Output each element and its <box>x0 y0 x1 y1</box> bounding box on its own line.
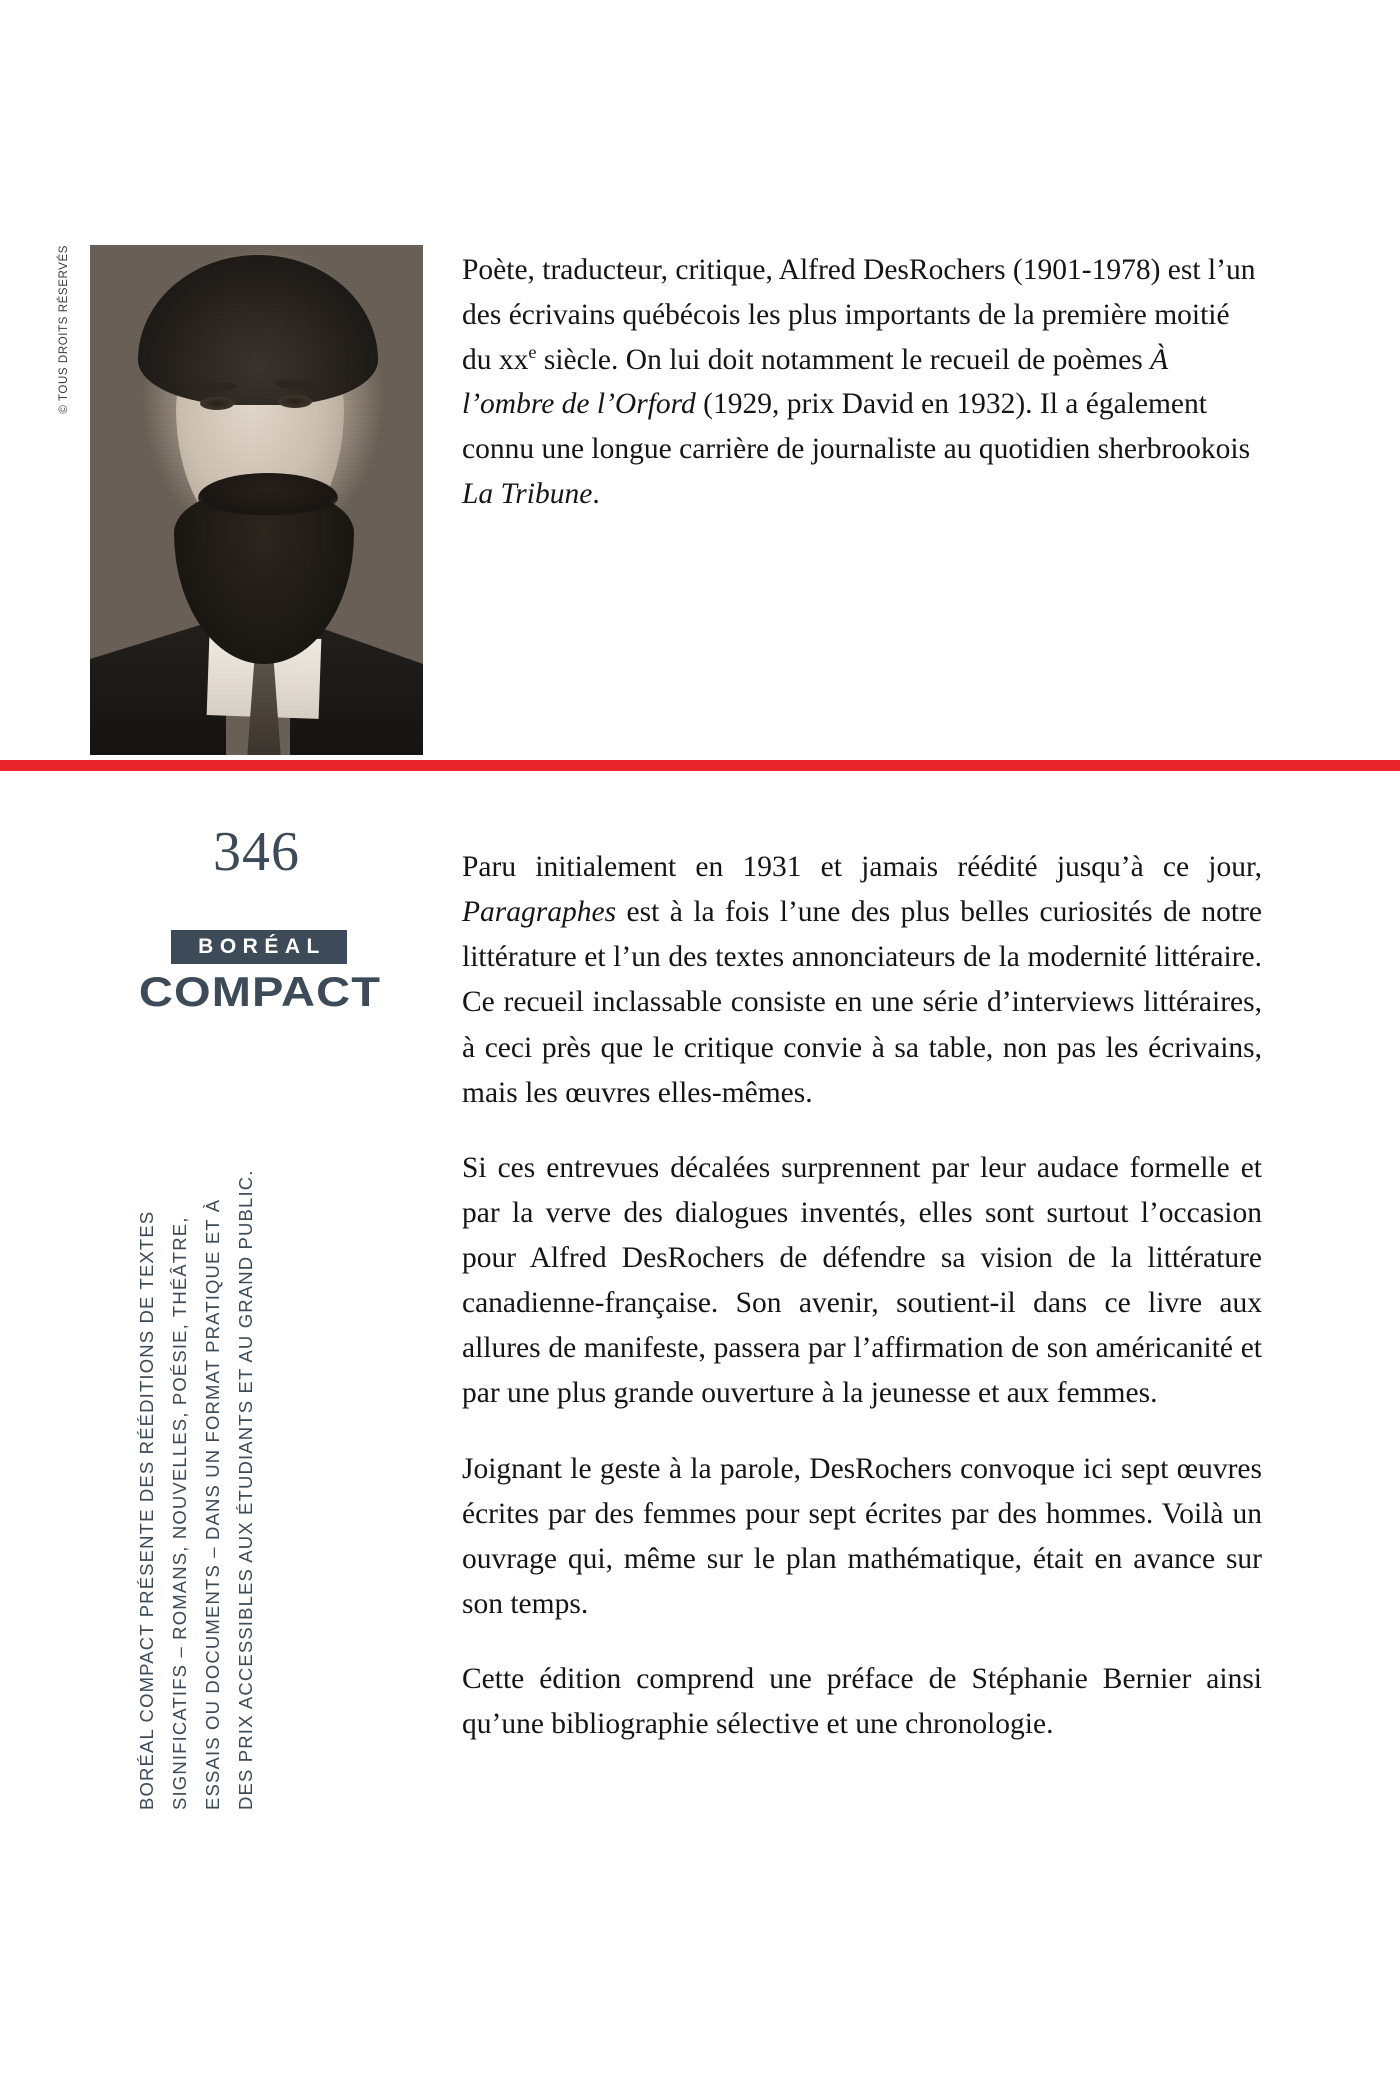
paragraph-4: Cette édition comprend une préface de Stéphanie Bernier ainsi qu’une bibliographie sélective et une chronologie. <box>462 1663 1262 1741</box>
bio-newspaper-title: La Tribune <box>462 478 593 511</box>
paragraph-3: Joignant le geste à la parole, DesRochers convoque ici sept œuvres écrites par des femmes pour sept écrites par des hommes. Voilà un ouvrage qui, même sur le plan mathématique, était en avance sur son temps. <box>462 1452 1262 1620</box>
collection-blurb-vertical <box>136 1090 380 1810</box>
red-divider-rule <box>0 760 1400 771</box>
paragraph-2: Si ces entrevues décalées surprennent par leur audace formelle et par la verve des dialogues inventés, elles sont surtout l’occasion pour Alfred DesRochers de défendre sa vision de la littérature canadienne-française. Son avenir, soutient-il dans ce livre aux allures de manifeste, passera par l’affirmation de son américanité et par une plus grande ouverture à la jeunesse et aux femmes. <box>462 1151 1262 1410</box>
collection-blurb-line-1 <box>136 1211 158 1810</box>
paragraph-1-part-a: Paru initialement en 1931 et jamais réédité jusqu’à ce jour, <box>462 851 1262 883</box>
author-portrait-image <box>90 245 423 755</box>
bio-book-title: À l’ombre de l’Orford <box>462 343 1169 421</box>
collection-blurb-line-3: ESSAIS OU DOCUMENTS – DANS UN FORMAT PRATIQUE ET À <box>202 1198 223 1810</box>
collection-number: 346 <box>213 821 300 883</box>
paragraph-1 <box>462 845 1262 1116</box>
paragraph-1-work-title: Paragraphes <box>462 896 617 929</box>
paragraph-1-part-b: est à la fois l’une des plus belles curiosités de notre littérature et l’un des textes annonciateurs de la modernité littéraire. Ce recueil inclassable consiste en une série d’interviews littéraires, à ceci près que le critique convie à sa table, non pas les écrivains, mais les œuvres elles-mêmes. <box>462 896 1262 1109</box>
bio-century-superscript: e <box>528 341 537 362</box>
bio-text-part-4: . <box>592 478 600 511</box>
collection-blurb-line-4: DES PRIX ACCESSIBLES AUX ÉTUDIANTS ET AU GRAND PUBLIC. <box>235 1169 256 1810</box>
collection-blurb-line-1-rest: PRÉSENTE DES RÉÉDITIONS DE TEXTES <box>136 1210 157 1624</box>
collection-blurb-line-1-bold: BORÉAL COMPACT <box>136 1623 157 1810</box>
portrait-film-grain <box>90 245 423 755</box>
bio-text-part-2: siècle. On lui doit notamment le recueil de poèmes <box>536 343 1151 376</box>
bio-century: xx <box>498 343 529 376</box>
back-cover-copy <box>462 845 1262 1747</box>
collection-blurb-line-2: SIGNIFICATIFS – ROMANS, NOUVELLES, POÉSIE, THÉÂTRE, <box>169 1216 190 1810</box>
compact-logo-word: COMPACT <box>138 968 382 1015</box>
bio-text-part-1: Poète, traducteur, critique, Alfred DesRochers (1901-1978) est l’un des écrivains québécois les plus importants de la première moitié du <box>462 254 1256 376</box>
photo-credit <box>58 245 82 445</box>
author-biography <box>462 248 1262 517</box>
bio-text-part-3: (1929, prix David en 1932). Il a également connu une longue carrière de journaliste au quotidien sherbrookois <box>462 388 1251 466</box>
boreal-logo-badge: BORÉAL <box>171 930 347 964</box>
photo-credit-text: © TOUS DROITS RÉSERVÉS <box>58 245 70 414</box>
